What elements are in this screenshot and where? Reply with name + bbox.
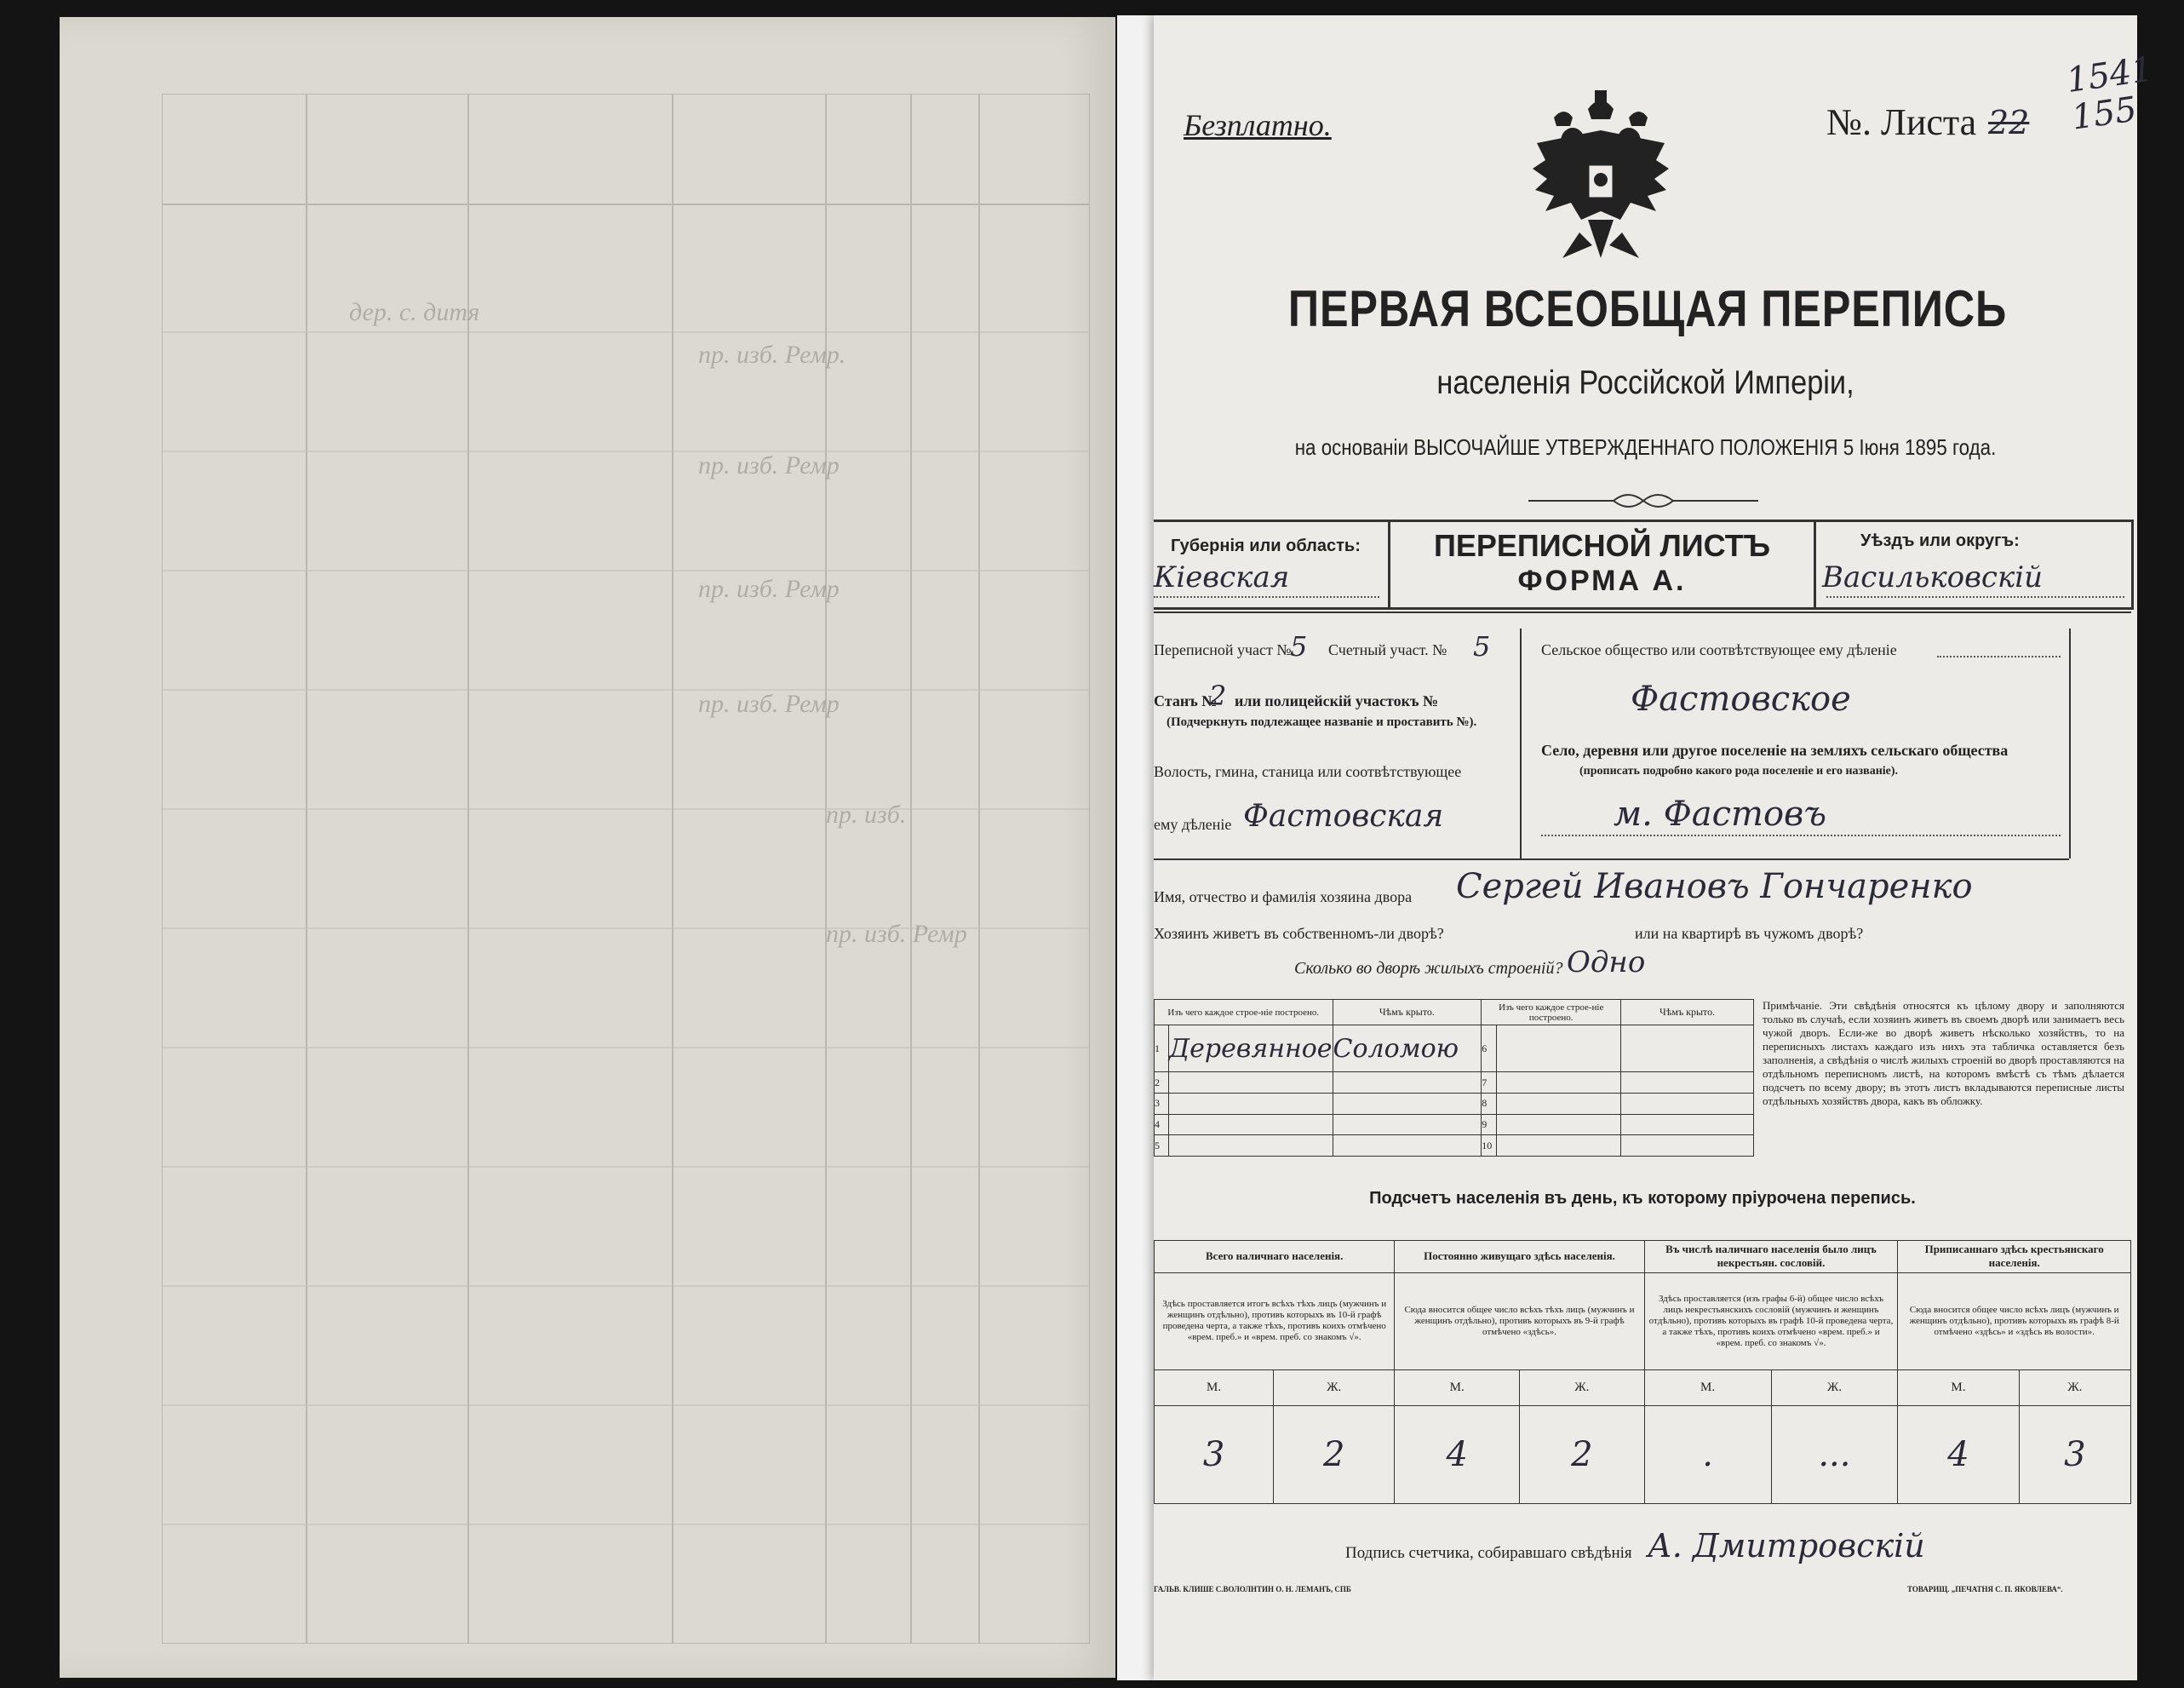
buildings-count-value: Одно	[1567, 945, 1646, 979]
row-number: 7	[1482, 1072, 1497, 1094]
page-title: ПЕРВАЯ ВСЕОБЩАЯ ПЕРЕПИСЬ	[1287, 280, 2008, 337]
census-section-label: Переписной участ №	[1154, 641, 1292, 658]
free-label: Безплатно.	[1184, 108, 1332, 142]
ghost-text: пр. изб.	[826, 801, 907, 829]
tally-value-female: ...	[1771, 1406, 1898, 1504]
fill-line	[1154, 596, 1379, 598]
fill-line	[1826, 596, 2124, 598]
police-label: или полицейскій участокъ №	[1235, 692, 1439, 709]
owner-name-label: Имя, отчество и фамилія хозяина двора	[1154, 888, 1413, 905]
sheet-number-value: 22	[1988, 104, 2030, 141]
archive-corner-numbers: 1541 155	[2064, 49, 2156, 138]
tally-value-male: 4	[1395, 1406, 1520, 1504]
male-header: М.	[1644, 1370, 1771, 1406]
owner-lives-label: Хозяинъ живетъ въ собственномъ-ли дворѣ?	[1154, 925, 1444, 942]
ghost-text: пр. изб. Ремр.	[698, 341, 846, 369]
table-header: Чѣмъ крыто.	[1621, 1000, 1754, 1025]
roof-cell: Соломою	[1333, 1025, 1482, 1072]
signature-value: А. Дмитровскій	[1648, 1527, 1925, 1565]
tally-group-title: Всего наличнаго населенія.	[1155, 1241, 1395, 1273]
ghost-text: дер. с. дитя	[349, 298, 480, 326]
form-title: ФОРМА А.	[1517, 565, 1687, 597]
tally-value-female: 3	[2019, 1406, 2130, 1504]
page-subtitle: населенія Россійской Имперіи,	[1436, 365, 1854, 401]
divider	[2069, 629, 2071, 858]
female-header: Ж.	[1520, 1370, 1645, 1406]
table-row	[1155, 1025, 1754, 1072]
table-row	[1155, 1135, 1754, 1157]
tally-group-description: Сюда вносится общее число всѣхъ тѣхъ лицъ (мужчинъ и женщинъ отдѣльно), противъ которыхъ въ 9-й графѣ отмѣчено «здѣсь».	[1395, 1272, 1644, 1370]
ghost-text: пр. изб. Ремр	[698, 575, 840, 603]
tally-value-male: .	[1644, 1406, 1771, 1504]
divider	[1154, 858, 2069, 860]
divider	[1154, 611, 2131, 613]
signature-label: Подпись счетчика, собиравшаго свѣдѣнія	[1345, 1544, 1632, 1562]
volost-value: Фастовская	[1243, 799, 1444, 834]
ghost-text: пр. изб. Ремр	[698, 451, 840, 479]
ghost-text: пр. изб. Ремр	[698, 690, 840, 718]
table-row	[1155, 1114, 1754, 1135]
village-note: (прописать подробно какого рода поселеніе и его названіе).	[1579, 765, 1899, 778]
underline-note: (Подчеркнуть подлежащее названіе и проставить №).	[1167, 715, 1477, 729]
tally-group-description: Здѣсь проставляется (изъ графы 6-й) общее число всѣхъ лицъ некрестьянскихъ сословій (мужчинъ и женщинъ отдѣльно), противъ которыхъ въ графѣ 10-й проведена черта, а также тѣхъ, противъ коихъ отмѣчено «врем. преб.» и «врем. преб. со знакомъ √».	[1644, 1272, 1898, 1370]
row-number: 5	[1155, 1135, 1169, 1157]
gubernia-label: Губернія или область:	[1171, 537, 1361, 555]
gubernia-value: Кіевская	[1154, 560, 1290, 594]
buildings-note: Примѣчаніе. Эти свѣдѣнія относятся къ цѣлому двору и заполняются только въ случаѣ, если хозяинъ живетъ въ своемъ дворѣ или занимаетъ весь чужой дворъ. Если-же во дворѣ живетъ нѣсколько хозяйствъ, то на переписныхъ листахъ каждаго изъ нихъ эта табличка оставляется безъ заполненія, а свѣдѣнія о числѣ жилыхъ строеній во дворѣ проставляются на отдѣльномъ переписномъ листѣ, на которомъ вмѣстѣ съ тѣмъ дѣлается подсчетъ по всему двору; въ этотъ листъ вкладываются переписные листы отдѣльныхъ хозяйствъ двора, какъ въ обложку.	[1763, 999, 2124, 1107]
count-section-value: 5	[1473, 630, 1491, 663]
stan-value: 2	[1209, 680, 1227, 712]
row-number: 2	[1155, 1072, 1169, 1094]
row-number: 4	[1155, 1114, 1169, 1135]
ornament-divider-icon	[1528, 488, 1758, 514]
village-label: Село, деревня или другое поселеніе на земляхъ сельскаго общества	[1541, 742, 2009, 759]
male-header: М.	[1395, 1370, 1520, 1406]
row-number: 6	[1482, 1025, 1497, 1072]
sheet-number-label: №. Листа	[1826, 101, 1977, 143]
row-number: 1	[1155, 1025, 1169, 1072]
table-row	[1155, 1094, 1754, 1115]
tally-value-female: 2	[1274, 1406, 1395, 1504]
female-header: Ж.	[1771, 1370, 1898, 1406]
buildings-count-label: Сколько во дворѣ жилыхъ строеній?	[1294, 959, 1563, 978]
sheet-title: ПЕРЕПИСНОЙ ЛИСТЪ	[1433, 528, 1771, 563]
legal-basis-line: на основаніи ВЫСОЧАЙШЕ УТВЕРЖДЕННАГО ПОЛОЖЕНІЯ 5 Іюня 1895 года.	[1294, 434, 1997, 460]
census-section-value: 5	[1290, 630, 1308, 663]
left-page	[60, 17, 1115, 1678]
row-number: 8	[1482, 1094, 1497, 1115]
population-tally-table	[1154, 1240, 2131, 1504]
printer-imprint-right: ТОВАРИЩ. „ПЕЧАТНЯ С. П. ЯКОВЛЕВА“.	[1907, 1585, 2063, 1593]
male-header: М.	[1155, 1370, 1274, 1406]
ghost-text: пр. изб. Ремр	[826, 920, 967, 948]
divider	[1814, 520, 1816, 607]
female-header: Ж.	[1274, 1370, 1395, 1406]
uezd-label: Уѣздъ или округъ:	[1860, 531, 2020, 550]
female-header: Ж.	[2019, 1370, 2130, 1406]
imperial-eagle-emblem-icon	[1528, 83, 1673, 267]
tally-heading: Подсчетъ населенія въ день, къ которому пріурочена перепись.	[1369, 1189, 1916, 1208]
table-header: Чѣмъ крыто.	[1333, 1000, 1482, 1025]
volost-label-2: ему дѣленіе	[1154, 816, 1232, 833]
fill-line	[1937, 656, 2061, 657]
stan-label: Станъ №	[1154, 692, 1218, 709]
uezd-value: Васильковскій	[1822, 560, 2044, 594]
male-header: М.	[1898, 1370, 2019, 1406]
owner-name-value: Сергей Ивановъ Гончаренко	[1456, 867, 1973, 906]
row-number: 10	[1482, 1135, 1497, 1157]
buildings-table	[1154, 999, 1754, 1157]
tally-value-male: 4	[1898, 1406, 2019, 1504]
table-row	[1155, 1072, 1754, 1094]
row-number: 9	[1482, 1114, 1497, 1135]
fill-line	[1541, 835, 2061, 836]
village-value: м. Фастовъ	[1614, 795, 1826, 834]
material-cell: Деревянное	[1168, 1025, 1333, 1072]
tally-value-male: 3	[1155, 1406, 1274, 1504]
tally-group-title: Въ числѣ наличнаго населенія было лицъ некрестьян. сословій.	[1644, 1241, 1898, 1273]
census-form-page	[1154, 15, 2156, 1680]
printer-imprint-left: ГАЛЬВ. КЛИШЕ С.ВОЛОЛНТИН О. Н. ЛЕМАНЪ, СПБ	[1154, 1585, 1351, 1593]
count-section-label: Счетный участ. №	[1328, 641, 1447, 658]
owner-lives-label-2: или на квартирѣ въ чужомъ дворѣ?	[1635, 925, 1864, 942]
left-page-ruled-grid	[162, 94, 1090, 1644]
row-number: 3	[1155, 1094, 1169, 1115]
tally-group-description: Здѣсь проставляется итогъ всѣхъ тѣхъ лицъ (мужчинъ и женщинъ отдѣльно), противъ которыхъ въ 10-й графѣ проведена черта, а также тѣхъ, противъ коихъ отмѣчено «врем. преб.» и «врем. преб. со знакомъ √».	[1155, 1272, 1395, 1370]
society-label: Сельское общество или соотвѣтствующее ему дѣленіе	[1541, 641, 1897, 658]
society-value: Фастовское	[1631, 680, 1851, 719]
table-header: Изъ чего каждое строе-ніе построено.	[1482, 1000, 1621, 1025]
tally-group-title: Приписаннаго здѣсь крестьянскаго населенія.	[1898, 1241, 2131, 1273]
divider	[1520, 629, 1522, 858]
tally-group-title: Постоянно живущаго здѣсь населенія.	[1395, 1241, 1644, 1273]
tally-group-description: Сюда вносится общее число всѣхъ лицъ (мужчинъ и женщинъ отдѣльно), противъ которыхъ въ графѣ 8-й отмѣчено «здѣсь» и «здѣсь въ волости».	[1898, 1272, 2131, 1370]
tally-value-female: 2	[1520, 1406, 1645, 1504]
table-header: Изъ чего каждое строе-ніе построено.	[1155, 1000, 1333, 1025]
volost-label: Волость, гмина, станица или соотвѣтствующее	[1154, 763, 1462, 780]
